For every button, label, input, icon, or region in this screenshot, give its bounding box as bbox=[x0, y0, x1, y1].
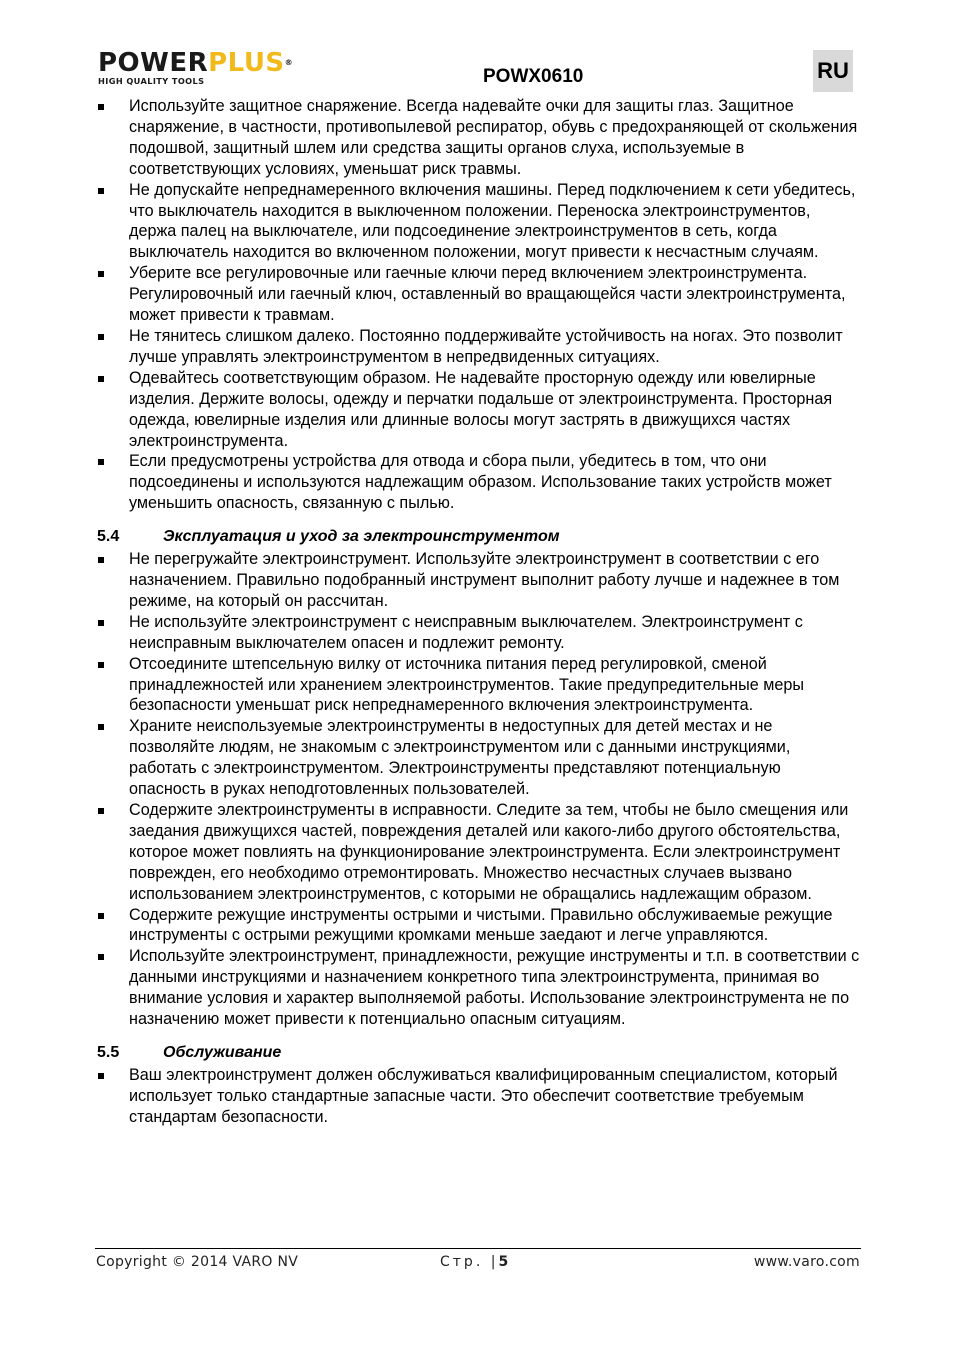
service-list bbox=[97, 1065, 862, 1128]
list-item: Не используйте электроинструмент с неисправным выключателем. Электроинструмент с неисправным выключателем опасен и подлежит ремонту. bbox=[97, 612, 862, 654]
language-badge: RU bbox=[813, 50, 853, 92]
page-number: 5 bbox=[498, 1254, 509, 1270]
footer-divider bbox=[95, 1248, 861, 1249]
list-item: Не допускайте непреднамеренного включения машины. Перед подключением к сети убедитесь, что выключатель находится в выключенном положении. Переноска электроинструментов, держа палец на выключателе, или подсоединение электроинструментов в сеть, когда выключатель находится во включенном положении, могут привести к несчастным случаям. bbox=[97, 180, 862, 264]
list-item: Используйте электроинструмент, принадлежности, режущие инструменты и т.п. в соответствии с данными инструкциями и назначением конкретного типа электроинструмента, принимая во внимание условия и характер выполняемой работы. Использование электроинструмента не по назначению может привести к потенциально опасным ситуациям. bbox=[97, 946, 862, 1030]
list-item: Храните неиспользуемые электроинструменты в недоступных для детей местах и не позволяйте людям, не знакомым с электроинструментом или с данными инструкциями, работать с электроинструментом. Электроинструменты представляют потенциальную опасность в руках неподготовленных пользователей. bbox=[97, 716, 862, 800]
section-heading-5-4 bbox=[97, 528, 862, 549]
list-item: Отсоедините штепсельную вилку от источника питания перед регулировкой, сменой принадлежностей или хранением электроинструментов. Такие предупредительные меры безопасности уменьшат риск непреднамеренного включения электроинструмента. bbox=[97, 654, 862, 717]
footer-page bbox=[440, 1254, 508, 1270]
list-item: Не тянитесь слишком далеко. Постоянно поддерживайте устойчивость на ногах. Это позволит лучше управлять электроинструментом в непредвиденных ситуациях. bbox=[97, 326, 862, 368]
logo-tagline: HIGH QUALITY TOOLS bbox=[98, 76, 205, 86]
list-item: Используйте защитное снаряжение. Всегда надевайте очки для защиты глаз. Защитное снаряжение, в частности, противопылевой респиратор, обувь с предохраняющей от скольжения подошвой, защитный шлем или средства защиты органов слуха, используемые в соответствующих условиях, уменьшат риск травмы. bbox=[97, 96, 862, 180]
list-item: Не перегружайте электроинструмент. Используйте электроинструмент в соответствии с его назначением. Правильно подобранный инструмент выполнит работу лучше и надежнее в том режиме, на который он рассчитан. bbox=[97, 549, 862, 612]
list-item: Содержите электроинструменты в исправности. Следите за тем, чтобы не было смещения или заедания движущихся частей, повреждения деталей или какого-либо другого обстоятельства, которое может повлиять на функционирование электроинструмента. Если электроинструмент поврежден, его необходимо отремонтировать. Множество несчастных случаев вызвано использованием электроинструментов, с которыми не обращались надлежащим образом. bbox=[97, 800, 862, 905]
footer-copyright: Copyright © 2014 VARO NV bbox=[96, 1254, 299, 1270]
safety-list bbox=[97, 96, 862, 514]
list-item: Содержите режущие инструменты острыми и чистыми. Правильно обслуживаемые режущие инструменты с острыми режущими кромками меньше заедают и легче управляются. bbox=[97, 905, 862, 947]
page-label: Стр. | bbox=[440, 1254, 499, 1270]
logo-wordmark: POWERPLUS® bbox=[98, 48, 294, 78]
page-content bbox=[97, 96, 862, 1128]
section-title: Обслуживание bbox=[163, 1043, 282, 1061]
section-heading-5-5 bbox=[97, 1044, 862, 1065]
powerplus-logo bbox=[98, 49, 293, 86]
operation-list bbox=[97, 549, 862, 1030]
section-number: 5.5 bbox=[97, 1043, 120, 1061]
list-item: Уберите все регулировочные или гаечные ключи перед включением электроинструмента. Регулировочный или гаечный ключ, оставленный во вращающейся части электроинструмента, может привести к травмам. bbox=[97, 263, 862, 326]
section-title: Эксплуатация и уход за электроинструментом bbox=[163, 528, 560, 546]
section-number: 5.4 bbox=[97, 528, 120, 546]
list-item: Если предусмотрены устройства для отвода и сбора пыли, убедитесь в том, что они подсоединены и используются надлежащим образом. Использование таких устройств может уменьшить опасность, связанную с пылью. bbox=[97, 451, 862, 514]
list-item: Ваш электроинструмент должен обслуживаться квалифицированным специалистом, который использует только стандартные запасные части. Это обеспечит соответствие требуемым стандартам безопасности. bbox=[97, 1065, 862, 1128]
list-item: Одевайтесь соответствующим образом. Не надевайте просторную одежду или ювелирные изделия. Держите волосы, одежду и перчатки подальше от электроинструмента. Просторная одежда, ювелирные изделия или длинные волосы могут застрять в движущихся частях электроинструмента. bbox=[97, 368, 862, 452]
footer-website: www.varo.com bbox=[753, 1254, 860, 1270]
model-number: POWX0610 bbox=[483, 66, 584, 87]
